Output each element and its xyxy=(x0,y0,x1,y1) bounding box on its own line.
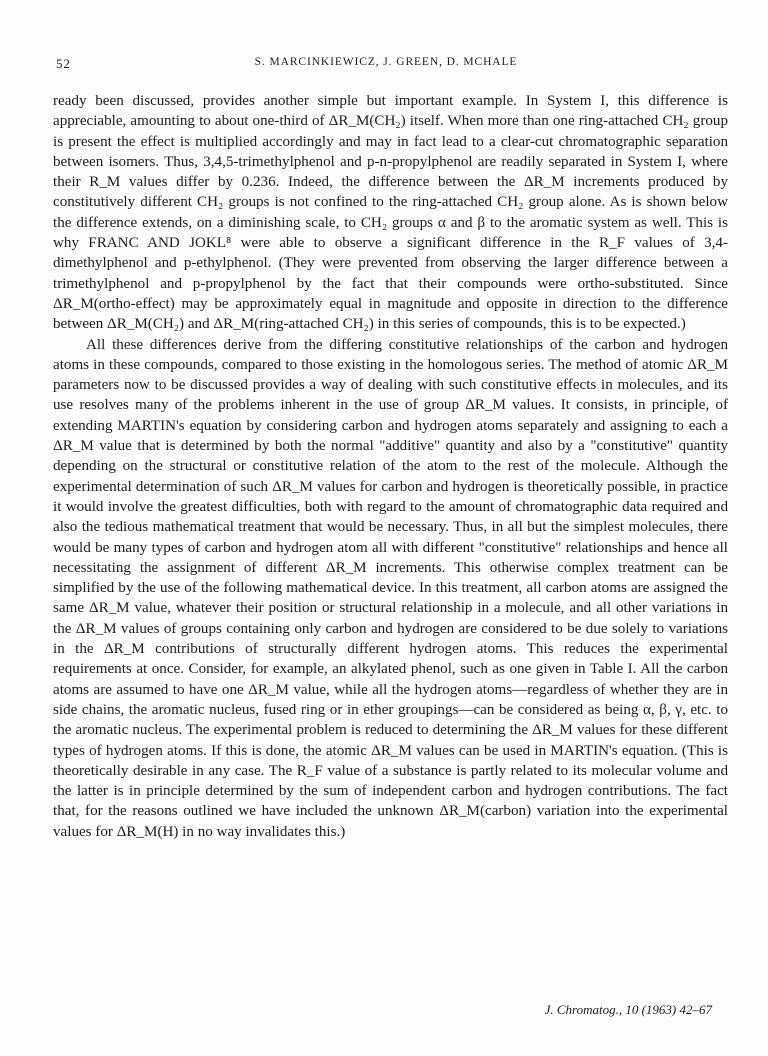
paragraph: All these differences derive from the differing constitutive relationships of the carbon and hydrogen atoms in these compounds, compared to those existing in the homologous series. The method of atomic ΔR_M parameters now to be discussed provides a way of dealing with such constitutive effects in molecules, and its use resolves many of the problems inherent in the use of group ΔR_M values. It consists, in principle, of extending MARTIN's equation by considering carbon and hydrogen atoms separately and assigning to each a ΔR_M value that is determined by both the normal "additive" quantity and also by a "constitutive" quantity depending on the structural or constitutive relation of the atom to the rest of the molecule. Although the experimental determination of such ΔR_M values for carbon and hydrogen is theoretically possible, in practice it would involve the greatest difficulties, both with regard to the amount of chromatographic data required and also the tedious mathematical treatment that would be necessary. Thus, in all but the simplest molecules, there would be many types of carbon and hydrogen atom all with different "constitutive" relationships and hence all necessitating the assignment of different ΔR_M increments. This otherwise complex treatment can be simplified by the use of the following mathematical device. In this treatment, all carbon atoms are assigned the same ΔR_M value, whatever their position or structural relationship in a molecule, and all other variations in the ΔR_M values of groups containing only carbon and hydrogen are considered to be due solely to variations in the ΔR_M contributions of structurally different hydrogen atoms. This reduces the experimental requirements at once. Consider, for example, an alkylated phenol, such as one given in Table I. All the carbon atoms are assumed to have one ΔR_M value, while all the hydrogen atoms—regardless of whether they are in side chains, the aromatic nucleus, fused ring or in ether groupings—can be considered as being α, β, γ, etc. to the aromatic nucleus. The experimental problem is reduced to determining the ΔR_M values for these different types of hydrogen atoms. If this is done, the atomic ΔR_M values can be used in MARTIN's equation. (This is theoretically desirable in any case. The R_F value of a substance is partly related to its molecular volume and the latter is in principle determined by the sum of independent carbon and hydrogen contributions. The fact that, for the reasons outlined we have included the unknown ΔR_M(carbon) variation into the experimental values for ΔR_M(H) in no way invalidates this.) xyxy=(53,336,728,840)
body-text xyxy=(53,91,728,842)
page-header xyxy=(56,56,716,74)
paragraph: ready been discussed, provides another simple but important example. In System I, this difference is appreciable, amounting to about one-third of ΔR_M(CH₂) itself. When more than one ring-attached CH₂ group is present the effect is multiplied accordingly and may in fact lead to a clear-cut chromatographic separation between isomers. Thus, 3,4,5-trimethylphenol and p-n-propylphenol are readily separated in System I, where their R_M values differ by 0.236. Indeed, the difference between the ΔR_M increments produced by constitutively different CH₂ groups is not confined to the ring-attached CH₂ group alone. As is shown below the difference extends, on a diminishing scale, to CH₂ groups α and β to the aromatic system as well. This is why FRANC AND JOKL⁸ were able to observe a significant difference in the R_F values of 3,4-dimethylphenol and p-ethylphenol. (They were prevented from observing the larger difference between a trimethylphenol and p-propylphenol by the fact that their compounds were ortho-substituted. Since ΔR_M(ortho-effect) may be approximately equal in magnitude and opposite in direction to the difference between ΔR_M(CH₂) and ΔR_M(ring-attached CH₂) in this series of compounds, this is to be expected.) xyxy=(53,93,728,333)
journal-citation: J. Chromatog., 10 (1963) 42–67 xyxy=(544,1002,712,1017)
running-head: S. MARCINKIEWICZ, J. GREEN, D. MCHALE xyxy=(254,56,518,68)
page-number: 52 xyxy=(56,56,71,71)
